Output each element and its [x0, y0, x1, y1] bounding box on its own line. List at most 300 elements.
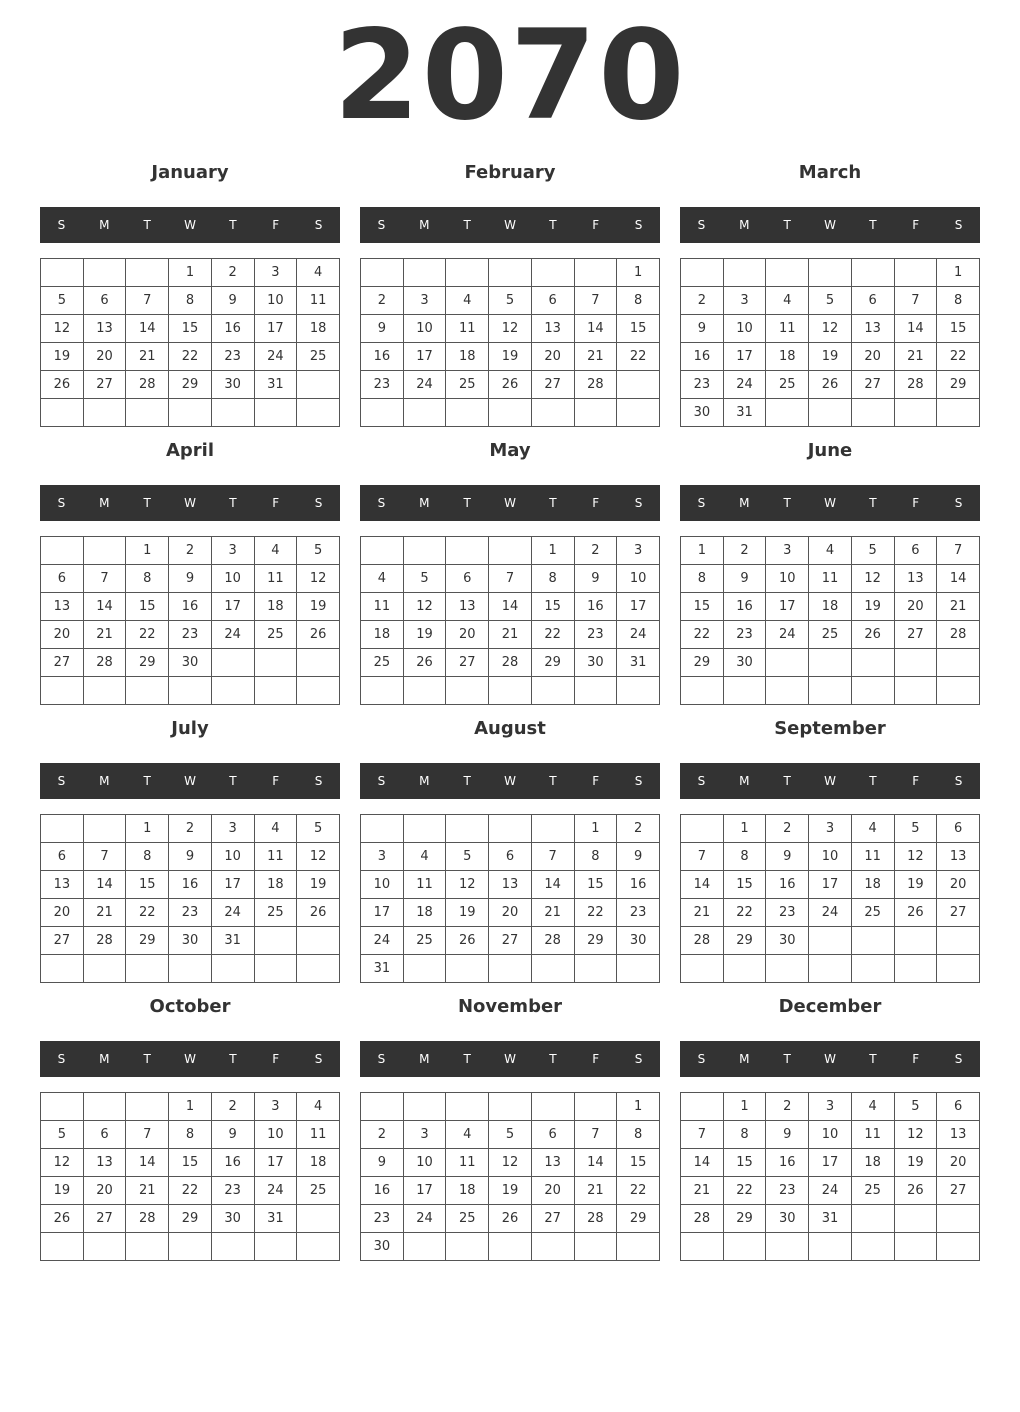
day-cell [83, 677, 126, 705]
day-cell [937, 927, 980, 955]
day-cell: 24 [617, 621, 660, 649]
weekday-label: M [99, 218, 110, 232]
day-cell: 20 [83, 1177, 126, 1205]
day-cell: 24 [809, 899, 852, 927]
day-cell [403, 1093, 446, 1121]
day-cell [681, 955, 724, 983]
day-cell: 6 [851, 287, 894, 315]
day-cell: 15 [937, 315, 980, 343]
day-cell [531, 955, 574, 983]
day-cell: 2 [211, 259, 254, 287]
day-cell: 19 [809, 343, 852, 371]
week-row [681, 815, 980, 843]
weekday-label: S [314, 774, 323, 788]
week-row [681, 287, 980, 315]
week-row [681, 1233, 980, 1261]
month-name: August [474, 718, 546, 739]
day-cell: 24 [809, 1177, 852, 1205]
day-cell: 2 [574, 537, 617, 565]
day-cell [723, 1233, 766, 1261]
day-cell [894, 259, 937, 287]
day-cell [361, 399, 404, 427]
day-cell: 26 [809, 371, 852, 399]
day-cell [937, 955, 980, 983]
day-cell: 14 [937, 565, 980, 593]
weekday-label: M [739, 774, 750, 788]
day-cell: 17 [403, 343, 446, 371]
weekday-label: T [229, 774, 237, 788]
day-cell: 21 [937, 593, 980, 621]
day-cell: 30 [574, 649, 617, 677]
day-cell [809, 399, 852, 427]
day-cell: 28 [126, 371, 169, 399]
day-cell [169, 1233, 212, 1261]
day-cell: 26 [297, 621, 340, 649]
day-cell: 5 [894, 1093, 937, 1121]
day-cell [766, 1233, 809, 1261]
weekday-label: W [504, 774, 516, 788]
weekday-label: S [57, 774, 66, 788]
day-cell [851, 927, 894, 955]
day-grid [680, 258, 980, 427]
day-cell [254, 677, 297, 705]
day-cell [489, 815, 532, 843]
week-row [41, 621, 340, 649]
day-cell: 7 [894, 287, 937, 315]
weekday-label: W [824, 496, 836, 510]
day-cell: 3 [809, 1093, 852, 1121]
day-cell: 27 [851, 371, 894, 399]
week-row [681, 371, 980, 399]
week-row [681, 343, 980, 371]
day-cell: 21 [489, 621, 532, 649]
day-cell: 28 [937, 621, 980, 649]
day-cell: 1 [169, 259, 212, 287]
month-name: June [807, 440, 853, 461]
weekday-label: T [229, 218, 237, 232]
day-cell: 29 [126, 649, 169, 677]
day-cell: 2 [361, 1121, 404, 1149]
weekday-label: S [634, 1052, 643, 1066]
week-row [41, 593, 340, 621]
day-cell: 11 [254, 843, 297, 871]
day-cell: 28 [681, 927, 724, 955]
day-cell [851, 955, 894, 983]
week-row [681, 1149, 980, 1177]
day-cell [297, 649, 340, 677]
day-cell [851, 259, 894, 287]
day-cell: 21 [681, 1177, 724, 1205]
weekday-label: F [592, 1052, 600, 1066]
day-cell: 11 [403, 871, 446, 899]
day-cell: 25 [446, 1205, 489, 1233]
day-cell [41, 537, 84, 565]
day-cell: 12 [809, 315, 852, 343]
day-cell: 5 [809, 287, 852, 315]
day-cell: 2 [361, 287, 404, 315]
day-cell: 13 [83, 315, 126, 343]
day-cell: 22 [681, 621, 724, 649]
day-cell: 1 [617, 259, 660, 287]
day-cell: 5 [297, 815, 340, 843]
weekday-label: W [824, 218, 836, 232]
day-cell: 7 [531, 843, 574, 871]
day-cell: 3 [766, 537, 809, 565]
day-cell: 3 [254, 259, 297, 287]
weekday-label: W [184, 1052, 196, 1066]
day-cell: 1 [723, 815, 766, 843]
day-cell: 28 [894, 371, 937, 399]
weekday-label: T [869, 1052, 877, 1066]
weekday-label: F [592, 496, 600, 510]
day-cell: 18 [809, 593, 852, 621]
weekday-label: S [57, 1052, 66, 1066]
day-cell [937, 1205, 980, 1233]
day-cell [617, 1233, 660, 1261]
weekday-label: M [99, 496, 110, 510]
day-cell: 4 [254, 815, 297, 843]
month-name: April [165, 440, 215, 461]
day-cell: 17 [254, 315, 297, 343]
week-row [361, 1177, 660, 1205]
week-row [41, 259, 340, 287]
day-cell [41, 677, 84, 705]
weekday-label: S [634, 218, 643, 232]
day-cell: 8 [617, 1121, 660, 1149]
week-row [361, 371, 660, 399]
weekday-header [680, 763, 980, 799]
weekday-label: S [634, 496, 643, 510]
day-cell: 22 [126, 899, 169, 927]
day-cell: 29 [723, 1205, 766, 1233]
week-row [681, 649, 980, 677]
day-cell: 23 [169, 621, 212, 649]
day-cell: 17 [723, 343, 766, 371]
day-cell: 6 [41, 565, 84, 593]
day-cell: 8 [937, 287, 980, 315]
day-cell [617, 955, 660, 983]
day-cell [169, 955, 212, 983]
day-cell [297, 677, 340, 705]
weekday-label: F [592, 774, 600, 788]
weekday-label: S [954, 1052, 963, 1066]
day-cell [169, 677, 212, 705]
day-cell: 5 [297, 537, 340, 565]
weekday-label: F [912, 1052, 920, 1066]
day-cell: 22 [723, 1177, 766, 1205]
day-cell: 19 [41, 343, 84, 371]
day-cell: 2 [617, 815, 660, 843]
day-cell [169, 399, 212, 427]
day-cell: 10 [211, 565, 254, 593]
day-cell: 9 [617, 843, 660, 871]
day-cell: 3 [211, 537, 254, 565]
day-cell: 26 [403, 649, 446, 677]
day-cell: 5 [489, 287, 532, 315]
day-cell: 26 [894, 899, 937, 927]
day-cell: 27 [489, 927, 532, 955]
day-cell: 16 [766, 871, 809, 899]
day-cell [809, 677, 852, 705]
day-cell: 9 [169, 843, 212, 871]
day-cell: 11 [446, 1149, 489, 1177]
week-row [361, 955, 660, 983]
day-cell: 3 [403, 287, 446, 315]
day-cell: 3 [723, 287, 766, 315]
day-cell: 4 [403, 843, 446, 871]
day-cell [531, 815, 574, 843]
day-cell: 12 [41, 1149, 84, 1177]
day-cell: 9 [766, 843, 809, 871]
day-cell: 8 [169, 1121, 212, 1149]
weekday-label: T [783, 496, 791, 510]
week-row [361, 343, 660, 371]
day-cell: 12 [403, 593, 446, 621]
day-cell: 29 [681, 649, 724, 677]
weekday-label: S [377, 1052, 386, 1066]
week-row [681, 955, 980, 983]
weekday-label: T [549, 218, 557, 232]
day-cell: 29 [169, 1205, 212, 1233]
weekday-header [360, 207, 660, 243]
week-row [361, 1149, 660, 1177]
day-cell: 20 [894, 593, 937, 621]
weekday-header [40, 485, 340, 521]
day-cell: 1 [126, 815, 169, 843]
weekday-label: M [419, 1052, 430, 1066]
day-cell: 2 [169, 537, 212, 565]
day-cell: 2 [766, 1093, 809, 1121]
day-cell [894, 649, 937, 677]
day-grid [360, 814, 660, 983]
day-cell: 22 [617, 1177, 660, 1205]
day-cell [894, 399, 937, 427]
day-cell: 26 [489, 371, 532, 399]
week-row [681, 1093, 980, 1121]
week-row [41, 843, 340, 871]
day-cell: 6 [531, 1121, 574, 1149]
day-cell: 24 [766, 621, 809, 649]
day-cell: 29 [169, 371, 212, 399]
weekday-label: S [377, 496, 386, 510]
day-cell: 26 [297, 899, 340, 927]
day-cell: 20 [446, 621, 489, 649]
day-cell: 21 [574, 343, 617, 371]
day-cell: 5 [489, 1121, 532, 1149]
day-cell: 24 [403, 371, 446, 399]
year-title: 2070 [333, 4, 687, 148]
weekday-header [40, 207, 340, 243]
day-cell: 7 [681, 1121, 724, 1149]
day-cell: 9 [211, 287, 254, 315]
weekday-label: F [592, 218, 600, 232]
day-cell: 22 [617, 343, 660, 371]
week-row [681, 1205, 980, 1233]
day-cell [83, 955, 126, 983]
weekday-label: T [463, 496, 471, 510]
day-cell [41, 399, 84, 427]
day-cell: 24 [361, 927, 404, 955]
weekday-label: W [504, 218, 516, 232]
week-row [41, 565, 340, 593]
day-cell [254, 955, 297, 983]
day-cell [574, 259, 617, 287]
day-cell: 19 [446, 899, 489, 927]
day-cell: 20 [489, 899, 532, 927]
day-cell: 28 [574, 1205, 617, 1233]
day-cell: 30 [211, 371, 254, 399]
week-row [361, 843, 660, 871]
day-cell: 11 [297, 1121, 340, 1149]
day-grid [360, 1092, 660, 1261]
weekday-header [360, 485, 660, 521]
day-cell [126, 1233, 169, 1261]
weekday-label: T [549, 1052, 557, 1066]
day-cell: 23 [574, 621, 617, 649]
week-row [41, 1233, 340, 1261]
day-cell: 15 [126, 593, 169, 621]
day-cell [809, 927, 852, 955]
day-grid [360, 536, 660, 705]
day-cell: 31 [617, 649, 660, 677]
day-cell: 30 [766, 1205, 809, 1233]
day-cell [361, 1093, 404, 1121]
day-cell: 7 [83, 843, 126, 871]
day-cell: 8 [126, 843, 169, 871]
day-cell: 19 [41, 1177, 84, 1205]
day-cell: 18 [851, 871, 894, 899]
weekday-label: M [739, 218, 750, 232]
week-row [681, 899, 980, 927]
day-cell [531, 677, 574, 705]
day-cell [403, 537, 446, 565]
day-cell [211, 1233, 254, 1261]
day-cell: 25 [254, 899, 297, 927]
day-cell: 26 [41, 1205, 84, 1233]
day-cell: 20 [531, 1177, 574, 1205]
week-row [361, 927, 660, 955]
weekday-label: M [99, 774, 110, 788]
day-cell: 31 [254, 1205, 297, 1233]
day-cell: 8 [723, 1121, 766, 1149]
day-grid [680, 1092, 980, 1261]
week-row [361, 899, 660, 927]
day-cell: 16 [617, 871, 660, 899]
weekday-label: T [143, 218, 151, 232]
day-cell: 24 [723, 371, 766, 399]
week-row [681, 259, 980, 287]
day-cell [681, 1093, 724, 1121]
day-cell: 8 [723, 843, 766, 871]
day-cell [126, 677, 169, 705]
day-cell: 15 [574, 871, 617, 899]
day-cell: 23 [211, 1177, 254, 1205]
weekday-label: S [57, 218, 66, 232]
day-cell: 18 [254, 871, 297, 899]
week-row [41, 315, 340, 343]
day-cell [681, 259, 724, 287]
day-cell [361, 537, 404, 565]
weekday-label: T [463, 218, 471, 232]
week-row [681, 927, 980, 955]
day-cell: 4 [254, 537, 297, 565]
week-row [361, 1205, 660, 1233]
day-cell: 6 [937, 815, 980, 843]
day-cell: 25 [446, 371, 489, 399]
day-cell: 2 [766, 815, 809, 843]
weekday-label: W [184, 496, 196, 510]
day-cell [489, 259, 532, 287]
day-cell: 31 [809, 1205, 852, 1233]
day-cell: 16 [211, 1149, 254, 1177]
day-cell: 31 [211, 927, 254, 955]
day-cell [531, 1233, 574, 1261]
day-cell: 17 [211, 593, 254, 621]
week-row [361, 649, 660, 677]
day-cell [211, 677, 254, 705]
day-cell: 13 [851, 315, 894, 343]
day-cell: 21 [126, 343, 169, 371]
week-row [361, 565, 660, 593]
week-row [681, 871, 980, 899]
week-row [41, 371, 340, 399]
day-cell: 24 [211, 621, 254, 649]
day-cell: 10 [254, 287, 297, 315]
day-cell: 18 [446, 343, 489, 371]
day-cell: 23 [617, 899, 660, 927]
month-name: December [778, 996, 882, 1017]
day-cell: 6 [894, 537, 937, 565]
week-row [361, 593, 660, 621]
day-cell: 13 [894, 565, 937, 593]
week-row [361, 315, 660, 343]
weekday-label: T [229, 496, 237, 510]
month-name: May [489, 440, 531, 461]
weekday-label: M [99, 1052, 110, 1066]
weekday-label: T [869, 774, 877, 788]
day-cell: 28 [83, 927, 126, 955]
day-cell [41, 815, 84, 843]
day-cell [851, 399, 894, 427]
day-cell [297, 371, 340, 399]
day-cell: 18 [254, 593, 297, 621]
day-cell: 19 [894, 1149, 937, 1177]
weekday-label: W [184, 218, 196, 232]
day-cell [126, 399, 169, 427]
day-cell: 19 [297, 871, 340, 899]
day-cell [254, 649, 297, 677]
day-cell: 23 [723, 621, 766, 649]
day-cell: 30 [766, 927, 809, 955]
weekday-label: T [229, 1052, 237, 1066]
weekday-header [40, 1041, 340, 1077]
day-cell: 20 [531, 343, 574, 371]
month-name: February [464, 162, 556, 183]
day-cell: 12 [851, 565, 894, 593]
day-cell: 20 [83, 343, 126, 371]
day-cell [723, 677, 766, 705]
day-cell: 21 [681, 899, 724, 927]
day-cell [681, 1233, 724, 1261]
weekday-label: S [57, 496, 66, 510]
day-cell [766, 649, 809, 677]
day-cell: 28 [574, 371, 617, 399]
weekday-label: T [143, 496, 151, 510]
day-cell: 10 [766, 565, 809, 593]
day-cell: 20 [937, 871, 980, 899]
day-cell [574, 955, 617, 983]
day-cell [937, 1233, 980, 1261]
